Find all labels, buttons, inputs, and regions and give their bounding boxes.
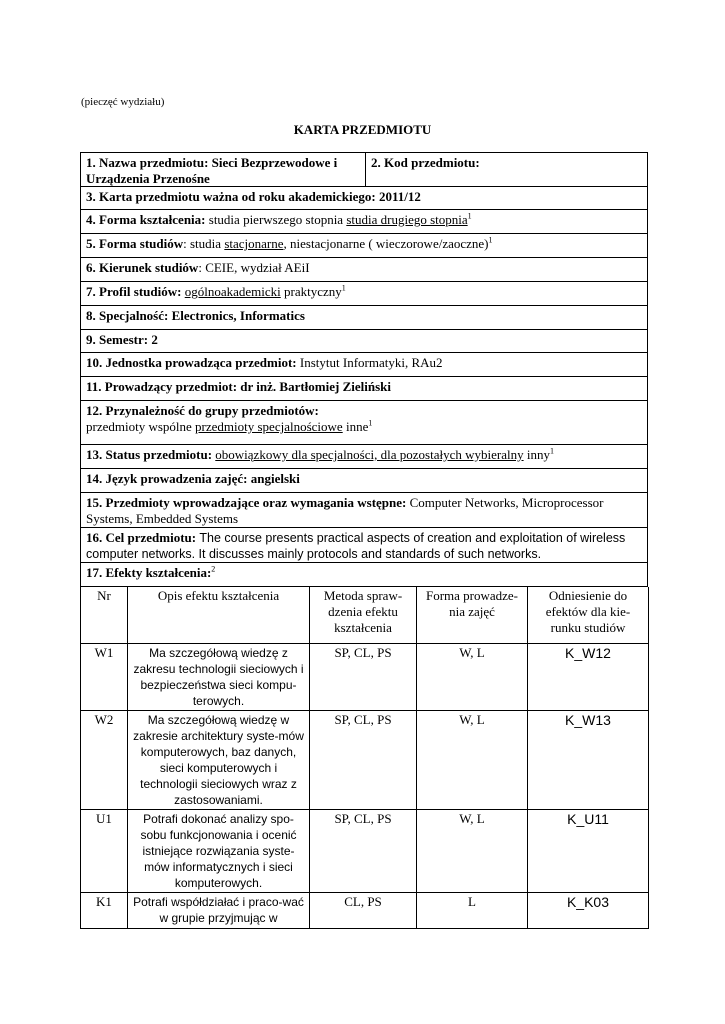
field-row-7: 7. Profil studiów: ogólnoakademicki praktyczny$^1$ xyxy=(80,282,648,306)
faculty-stamp-label: (pieczęć wydziału) xyxy=(81,96,165,108)
field-row-15: 15. Przedmioty wprowadzające oraz wymagania wstępne: Computer Networks, Microprocessor Systems, Embedded Systems xyxy=(80,493,648,528)
table-header-row xyxy=(81,587,649,643)
field-row-9: 9. Semestr: 2 xyxy=(80,330,648,353)
table-row: W1 Ma szczegółową wiedzę z zakresu technologii sieciowych i bezpieczeństwa sieci kompu-terowych. SP, CL, PS W, L K_W12 xyxy=(81,643,649,710)
field-row-17: 17. Efekty kształcenia:$^2$ xyxy=(80,563,648,587)
field-row-6: 6. Kierunek studiów: CEIE, wydział AEiI xyxy=(80,258,648,282)
field-row-12: 12. Przynależność do grupy przedmiotów: przedmioty wspólne przedmioty specjalnościowe inne$^1$ xyxy=(80,401,648,445)
col-header-nr: Nr xyxy=(81,587,128,643)
table-row: U1 Potrafi dokonać analizy spo-sobu funkcjonowania i ocenić istniejące rozwiązania syste-mów informatycznych i sieci komputerowych. SP, CL, PS W, L K_U11 xyxy=(81,809,649,892)
field-row-8: 8. Specjalność: Electronics, Informatics xyxy=(80,306,648,330)
field-row-10: 10. Jednostka prowadząca przedmiot: Instytut Informatyki, RAu2 xyxy=(80,353,648,377)
field-row-11: 11. Prowadzący przedmiot: dr inż. Bartłomiej Zieliński xyxy=(80,377,648,401)
field-row-1-2 xyxy=(80,152,648,187)
table-row: W2 Ma szczegółową wiedzę w zakresie architektury syste-mów komputerowych, baz danych, sieci komputerowych i technologii sieciowych wraz z zastosowaniami. SP, CL, PS W, L K_W13 xyxy=(81,710,649,809)
col-header-ref: Odniesienie do efektów dla kie-runku studiów xyxy=(528,587,649,643)
field-row-14: 14. Język prowadzenia zajęć: angielski xyxy=(80,469,648,493)
course-code-field: 2. Kod przedmiotu: xyxy=(371,155,480,170)
table-row: K1 Potrafi współdziałać i praco-wać w grupie przyjmując w CL, PS L K_K03 xyxy=(81,892,649,928)
learning-outcomes-table xyxy=(80,587,649,929)
document-title: KARTA PRZEDMIOTU xyxy=(293,122,432,137)
col-header-desc: Opis efektu kształcenia xyxy=(128,587,310,643)
col-header-method: Metoda spraw-dzenia efektu kształcenia xyxy=(310,587,417,643)
course-card xyxy=(80,152,648,929)
field-row-3: 3. Karta przedmiotu ważna od roku akademickiego: 2011/12 xyxy=(80,187,648,210)
field-row-4: 4. Forma kształcenia: studia pierwszego stopnia studia drugiego stopnia$^1$ xyxy=(80,210,648,234)
course-name-field: 1. Nazwa przedmiotu: Sieci Bezprzewodowe i Urządzenia Przenośne xyxy=(86,155,338,186)
col-header-form: Forma prowadze-nia zajęć xyxy=(417,587,528,643)
field-row-5: 5. Forma studiów: studia stacjonarne, niestacjonarne ( wieczorowe/zaoczne)$^1$ xyxy=(80,234,648,258)
field-row-13: 13. Status przedmiotu: obowiązkowy dla specjalności, dla pozostałych wybieralny inny$^1$ xyxy=(80,445,648,469)
field-row-16: 16. Cel przedmiotu: The course presents practical aspects of creation and exploitation of wireless computer networks. It discusses mainly protocols and standards of such networks. xyxy=(80,528,648,563)
